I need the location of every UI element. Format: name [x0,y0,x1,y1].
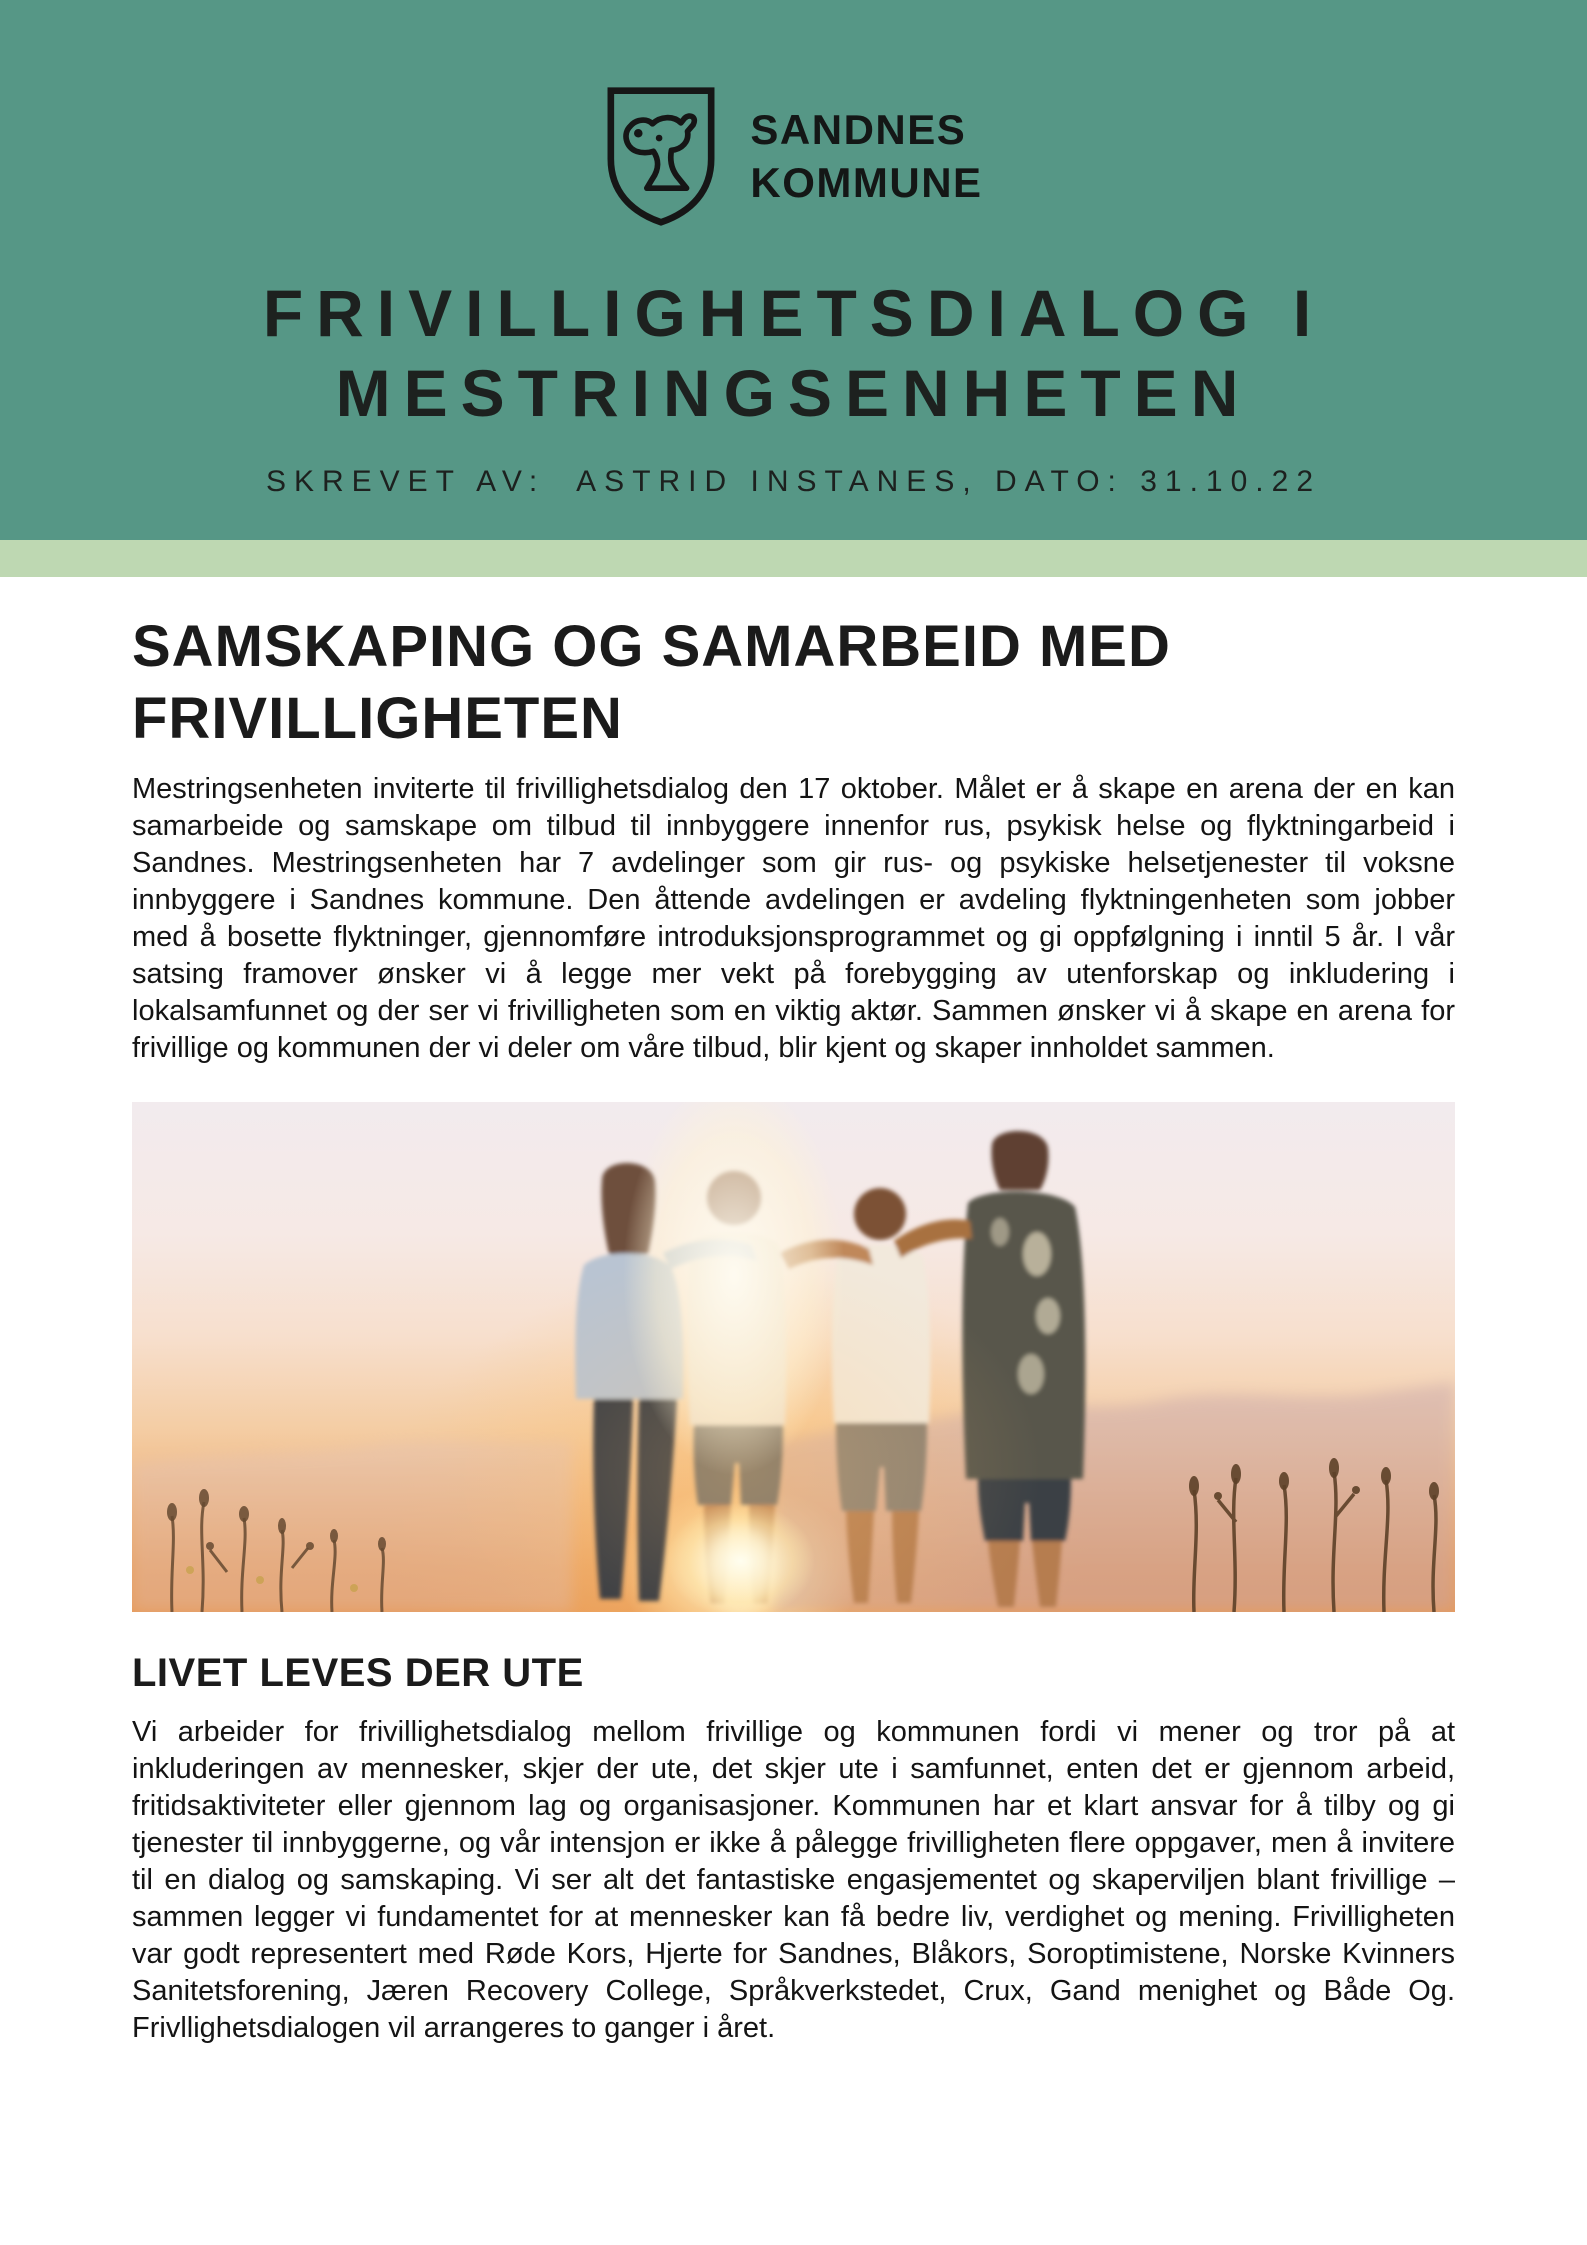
section-heading-livet: LIVET LEVES DER UTE [132,1651,584,1695]
newsletter-title-line1: FRIVILLIGHETSDIALOG I [262,276,1325,350]
newsletter-title [263,273,1324,433]
section-body-livet: Vi arbeider for frivillighetsdialog mellom frivillige og kommunen fordi vi mener og tror på at inkluderingen av mennesker, skjer der ute, det skjer ute i samfunnet, enten det er gjennom arbeid, fritidsaktiviteter eller gjennom lag og organisasjoner. Kommunen har et klart ansvar for å tilby og gi tjenester til innbyggerne, og vår intensjon er ikke å pålegge frivilligheten flere oppgaver, men å invitere til en dialog og samskaping. Vi ser alt det fantastiske engasjementet og skaperviljen blant frivillige – sammen legger vi fundamentet for at mennesker kan få bedre liv, verdighet og mening. Frivilligheten var godt representert med Røde Kors, Hjerte for Sandnes, Blåkors, Soroptimistene, Norske Kvinners Sanitetsforening, Jæren Recovery College, Språkverkstedet, Crux, Gand menighet og Både Og. Frivllighetsdialogen vil arrangeres to ganger i året. [132,1716,1455,2044]
coat-of-arms-icon [604,85,718,227]
org-name-line2: KOMMUNE [750,159,983,206]
article [0,611,1587,2047]
sandnes-kommune-logo [604,85,982,227]
section-body-samskaping: Mestringsenheten inviterte til frivillighetsdialog den 17 oktober. Målet er å skape en arena der en kan samarbeide og samskape om tilbud til innbyggere innenfor rus, psykisk helse og flyktningarbeid i Sandnes. Mestringsenheten har 7 avdelinger som gir rus- og psykiske helsetjenester til voksne innbyggere i Sandnes kommune. Den åttende avdelingen er avdeling flyktningenheten som jobber med å bosette flyktninger, gjennomføre introduksjonsprogrammet og gi oppfølgning i inntil 5 år. I vår satsing framover ønsker vi å legge mer vekt på forebygging av utenforskap og inkludering i lokalsamfunnet og der ser vi frivilligheten som en viktig aktør. Sammen ønsker vi å skape en arena for frivillige og kommunen der vi deler om våre tilbud, blir kjent og skaper innholdet sammen. [132,773,1455,1064]
byline: SKREVET AV: ASTRID INSTANES, DATO: 31.10.22 [265,465,1322,498]
section-heading-samskaping: SAMSKAPING OG SAMARBEID MED FRIVILLIGHETEN [132,614,1171,751]
newsletter-title-line2: MESTRINGSENHETEN [335,356,1252,430]
accent-strip [0,540,1587,577]
friends-sunset-photo [132,1102,1455,1612]
header-banner [0,0,1587,540]
sun-flare-overlay [132,1102,1455,1612]
org-name-line1: SANDNES [750,106,967,153]
org-name [750,103,982,209]
